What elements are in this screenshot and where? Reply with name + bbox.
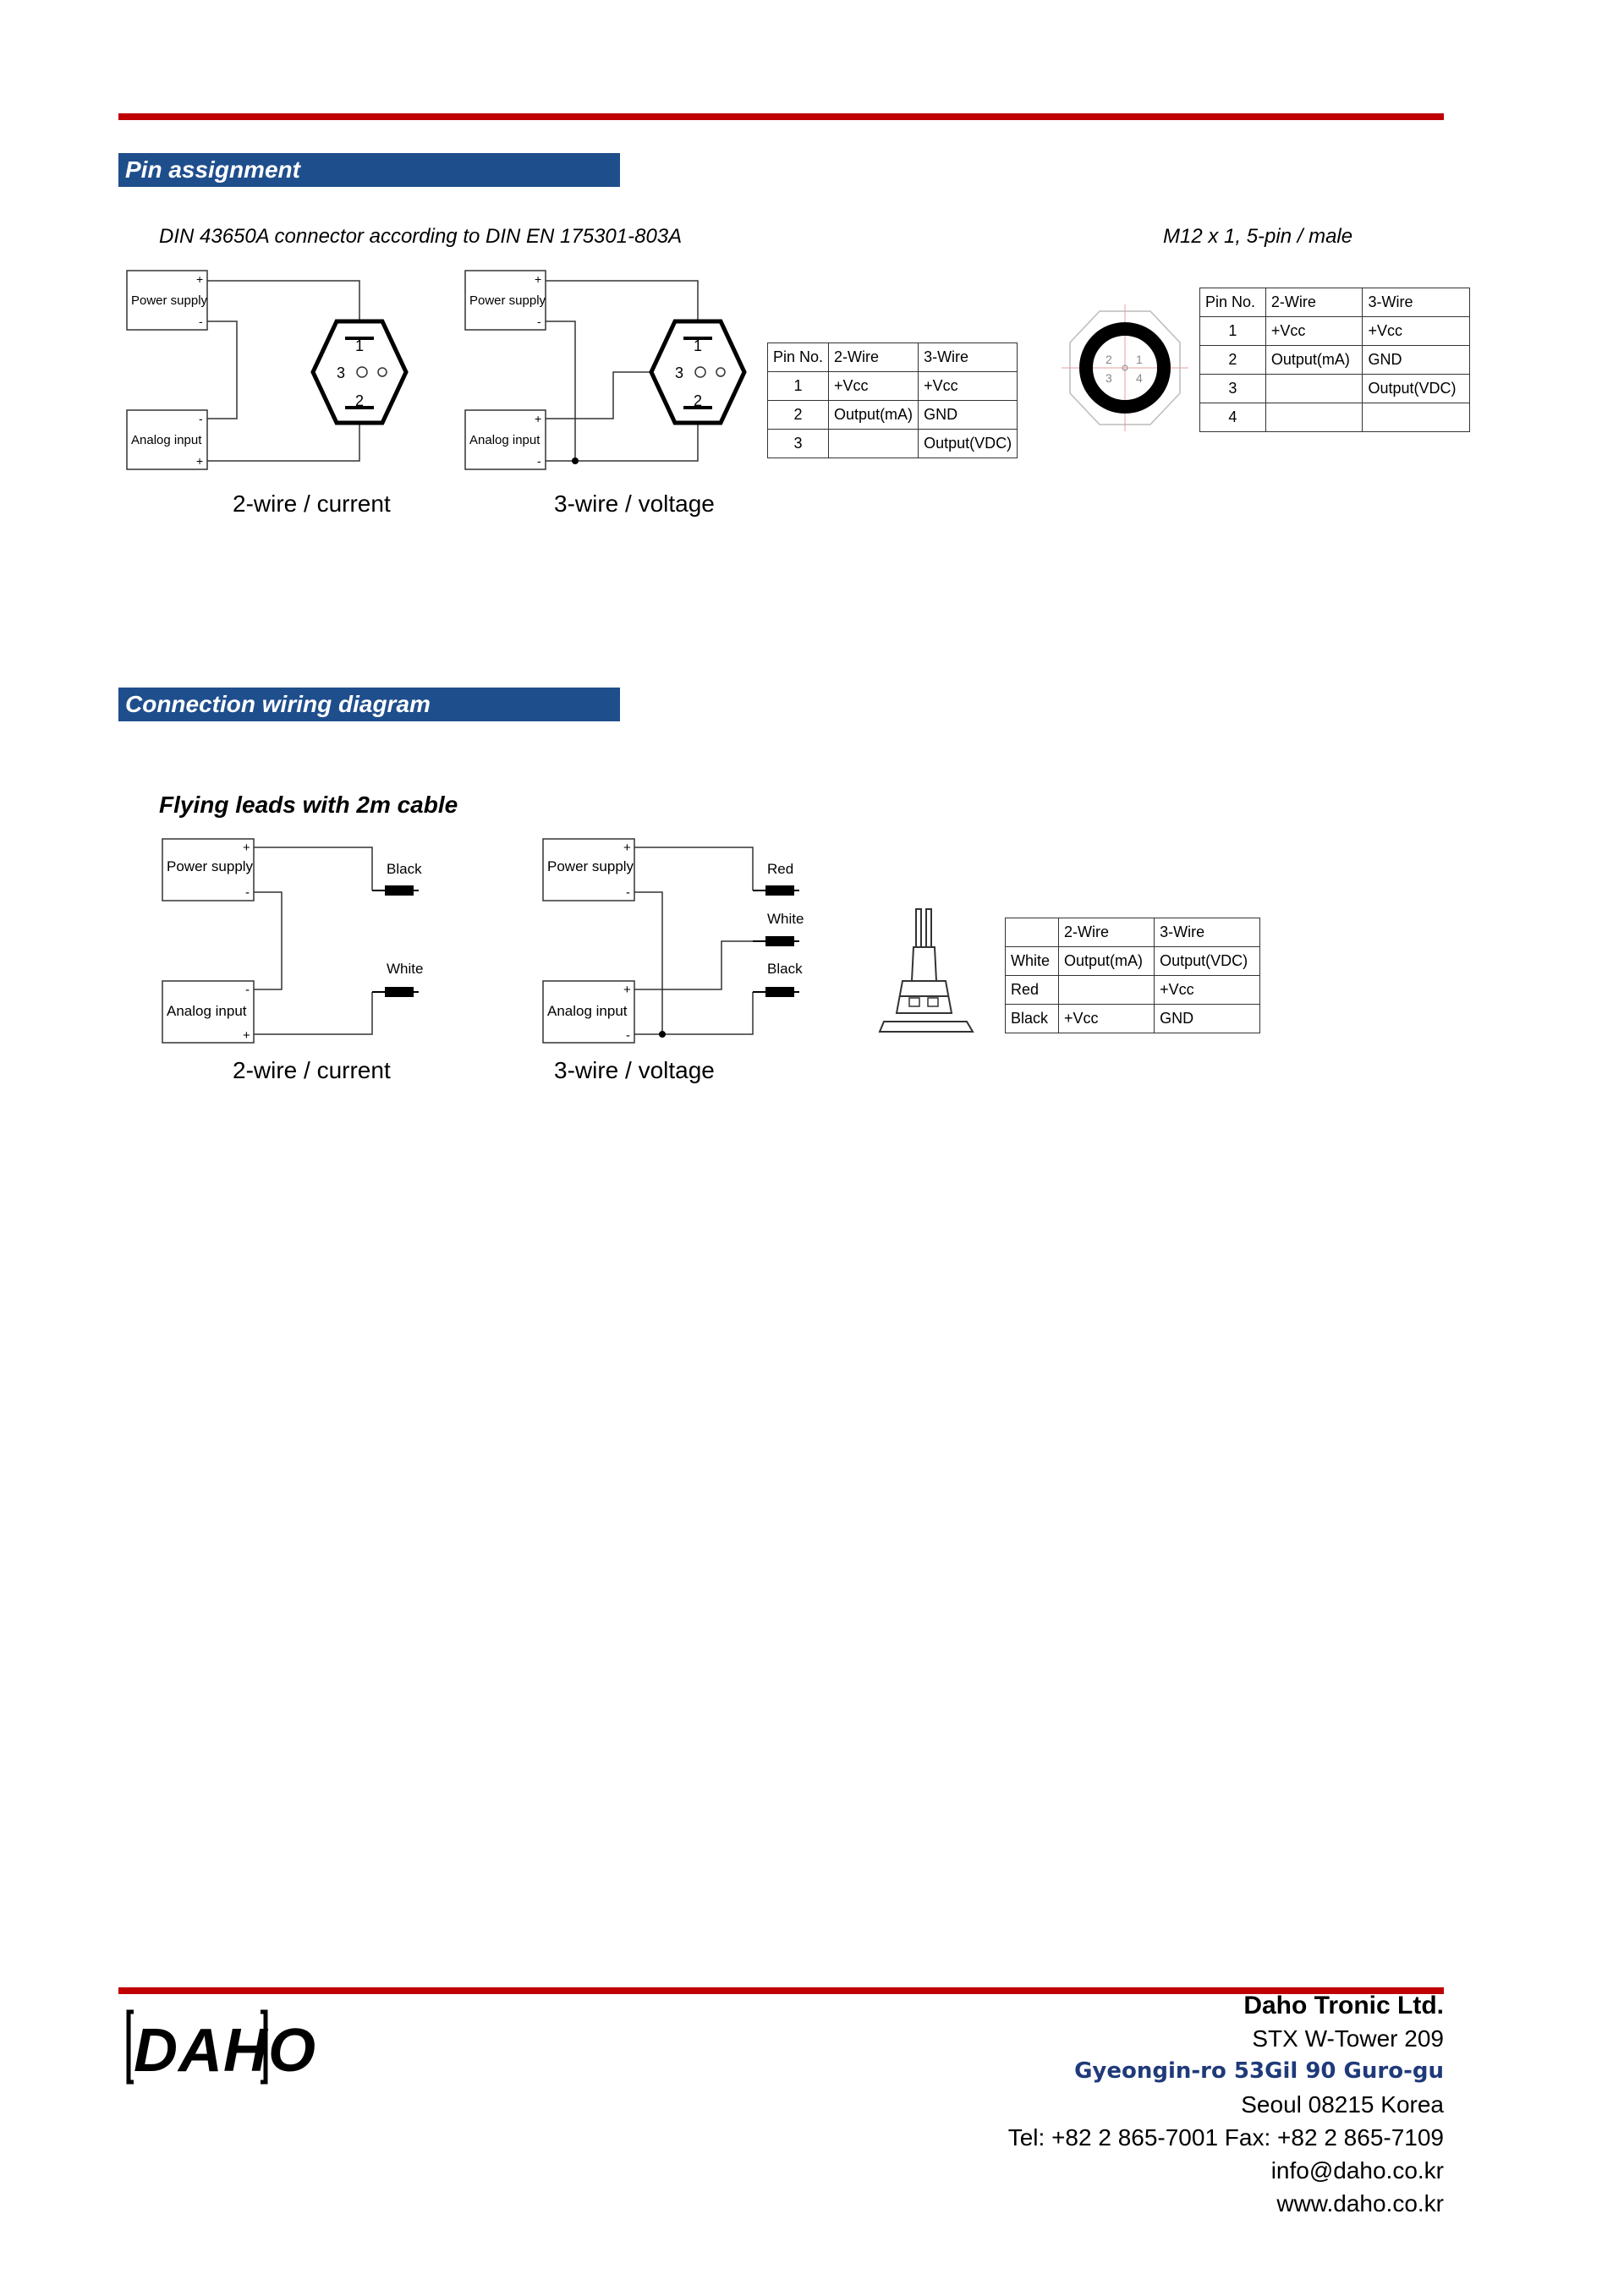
m12-pin-2: 2	[1106, 353, 1112, 366]
junction-dot	[659, 1031, 666, 1038]
section-title-pin-assignment: Pin assignment	[118, 153, 620, 187]
pin-3-label: 3	[675, 364, 684, 381]
minus-sign: -	[626, 1028, 630, 1043]
wire	[207, 281, 359, 321]
wiring-label-2wire: 2-wire / current	[233, 1057, 391, 1083]
pin-2-label: 2	[355, 392, 365, 409]
table-cell: White	[1006, 947, 1059, 976]
table-cell	[829, 430, 919, 458]
daho-logo	[125, 2002, 316, 2086]
pin-2-label: 2	[694, 392, 703, 409]
minus-sign: -	[199, 412, 203, 425]
address-line-1: STX W-Tower 209	[1252, 2025, 1444, 2052]
minus-sign: -	[537, 454, 541, 468]
wire	[254, 992, 372, 1034]
analog-input-label: Analog input	[547, 1003, 628, 1019]
wire	[634, 941, 753, 989]
address-line-3: Seoul 08215 Korea	[1241, 2091, 1444, 2118]
plus-sign: +	[243, 841, 250, 855]
table-cell: GND	[1155, 1005, 1260, 1033]
m12-pin-4: 4	[1136, 371, 1143, 385]
flying-leads-2wire-diagram	[156, 833, 444, 1049]
table-header-cell: 3-Wire	[1363, 288, 1470, 317]
table-cell: 3	[768, 430, 829, 458]
table-header-cell: 2-Wire	[1058, 918, 1154, 947]
table-cell: 2	[1200, 346, 1266, 375]
table-header-cell: 3-Wire	[919, 343, 1018, 372]
power-supply-label: Power supply	[469, 293, 546, 308]
table-cell: GND	[1363, 346, 1470, 375]
table-cell	[1058, 976, 1154, 1005]
power-supply-label: Power supply	[547, 858, 634, 874]
wiring-label-3wire: 3-wire / voltage	[554, 1057, 715, 1083]
table-cell: Output(VDC)	[1155, 947, 1260, 976]
minus-sign: -	[537, 315, 541, 328]
table-header-cell	[1006, 918, 1059, 947]
table-cell: 2	[768, 401, 829, 430]
table-header-cell: 2-Wire	[829, 343, 919, 372]
lead-color-label: Black	[387, 861, 422, 877]
section-title-wiring: Connection wiring diagram	[118, 688, 620, 721]
wire	[546, 281, 698, 321]
table-cell: +Vcc	[1058, 1005, 1154, 1033]
table-cell: Output(mA)	[1058, 947, 1154, 976]
wire	[207, 321, 237, 419]
din-3wire-diagram	[457, 262, 761, 482]
m12-pin-3: 3	[1106, 371, 1112, 385]
website-link[interactable]: www.daho.co.kr	[1276, 2190, 1444, 2217]
flying-leads-caption: Flying leads with 2m cable	[159, 792, 458, 818]
m12-pin-table	[1199, 288, 1470, 432]
table-cell: GND	[919, 401, 1018, 430]
lead-color-label: Red	[767, 861, 794, 877]
pin-3-label: 3	[337, 364, 346, 381]
table-cell: 1	[1200, 317, 1266, 346]
wire	[634, 892, 662, 1034]
top-divider	[118, 113, 1444, 120]
table-cell: 1	[768, 372, 829, 401]
wire	[634, 992, 753, 1034]
address-line-2: Gyeongin-ro 53Gil 90 Guro-gu	[1074, 2058, 1444, 2084]
wire	[546, 372, 651, 419]
lead-color-label: White	[767, 911, 804, 927]
plus-sign: +	[243, 1028, 250, 1043]
table-cell: Output(VDC)	[919, 430, 1018, 458]
table-cell: Black	[1006, 1005, 1059, 1033]
table-cell: Output(mA)	[1265, 346, 1363, 375]
phone-fax: Tel: +82 2 865-7001 Fax: +82 2 865-7109	[1007, 2124, 1444, 2151]
table-cell: 4	[1200, 403, 1266, 432]
din-2wire-diagram	[118, 262, 423, 482]
din-pin-table	[767, 342, 1018, 458]
minus-sign: -	[245, 885, 250, 900]
diagram-label-3wire: 3-wire / voltage	[554, 490, 715, 517]
table-header-cell: Pin No.	[768, 343, 829, 372]
flying-leads-3wire-diagram	[537, 833, 825, 1049]
pin-1-label: 1	[355, 337, 365, 354]
table-cell	[1265, 403, 1363, 432]
table-cell: Output(mA)	[829, 401, 919, 430]
plus-sign: +	[623, 841, 631, 855]
table-header-cell: Pin No.	[1200, 288, 1266, 317]
junction-dot	[572, 458, 579, 464]
table-cell: +Vcc	[919, 372, 1018, 401]
company-name: Daho Tronic Ltd.	[1243, 1992, 1444, 2019]
footer-contact	[1008, 1989, 1444, 2220]
wire	[207, 423, 359, 461]
table-cell: Red	[1006, 976, 1059, 1005]
plus-sign: +	[535, 272, 542, 286]
power-supply-label: Power supply	[131, 293, 208, 308]
table-cell: +Vcc	[1155, 976, 1260, 1005]
analog-input-label: Analog input	[469, 433, 540, 447]
lead-color-label: Black	[767, 961, 803, 977]
wire	[254, 847, 372, 890]
svg-text:DAHO: DAHO	[134, 2017, 316, 2085]
din-connector-caption: DIN 43650A connector according to DIN EN 175301-803A	[159, 225, 683, 248]
table-header-cell: 2-Wire	[1265, 288, 1363, 317]
m12-connector-caption: M12 x 1, 5-pin / male	[1163, 225, 1353, 248]
power-supply-label: Power supply	[167, 858, 254, 874]
wire	[634, 847, 753, 890]
diagram-label-2wire: 2-wire / current	[233, 490, 391, 517]
table-cell: Output(VDC)	[1363, 375, 1470, 403]
table-cell: +Vcc	[829, 372, 919, 401]
lead-color-label: White	[387, 961, 424, 977]
plus-sign: +	[196, 272, 204, 286]
m12-connector-drawing	[1062, 304, 1188, 431]
sensor-cable-drawing	[875, 905, 985, 1049]
table-cell: +Vcc	[1363, 317, 1470, 346]
table-header-cell: 3-Wire	[1155, 918, 1260, 947]
wire	[546, 423, 698, 461]
table-cell: +Vcc	[1265, 317, 1363, 346]
lead-color-table	[1005, 918, 1260, 1033]
minus-sign: -	[199, 315, 203, 328]
m12-pin-1: 1	[1136, 353, 1143, 366]
table-cell	[1363, 403, 1470, 432]
minus-sign: -	[626, 885, 630, 900]
plus-sign: +	[623, 983, 631, 997]
analog-input-label: Analog input	[167, 1003, 247, 1019]
minus-sign: -	[245, 983, 250, 997]
wire	[254, 892, 282, 989]
plus-sign: +	[196, 454, 204, 468]
analog-input-label: Analog input	[131, 433, 202, 447]
wire	[546, 321, 575, 461]
email-link[interactable]: info@daho.co.kr	[1270, 2157, 1444, 2184]
plus-sign: +	[535, 412, 542, 425]
table-cell	[1265, 375, 1363, 403]
table-cell: 3	[1200, 375, 1266, 403]
pin-1-label: 1	[694, 337, 703, 354]
